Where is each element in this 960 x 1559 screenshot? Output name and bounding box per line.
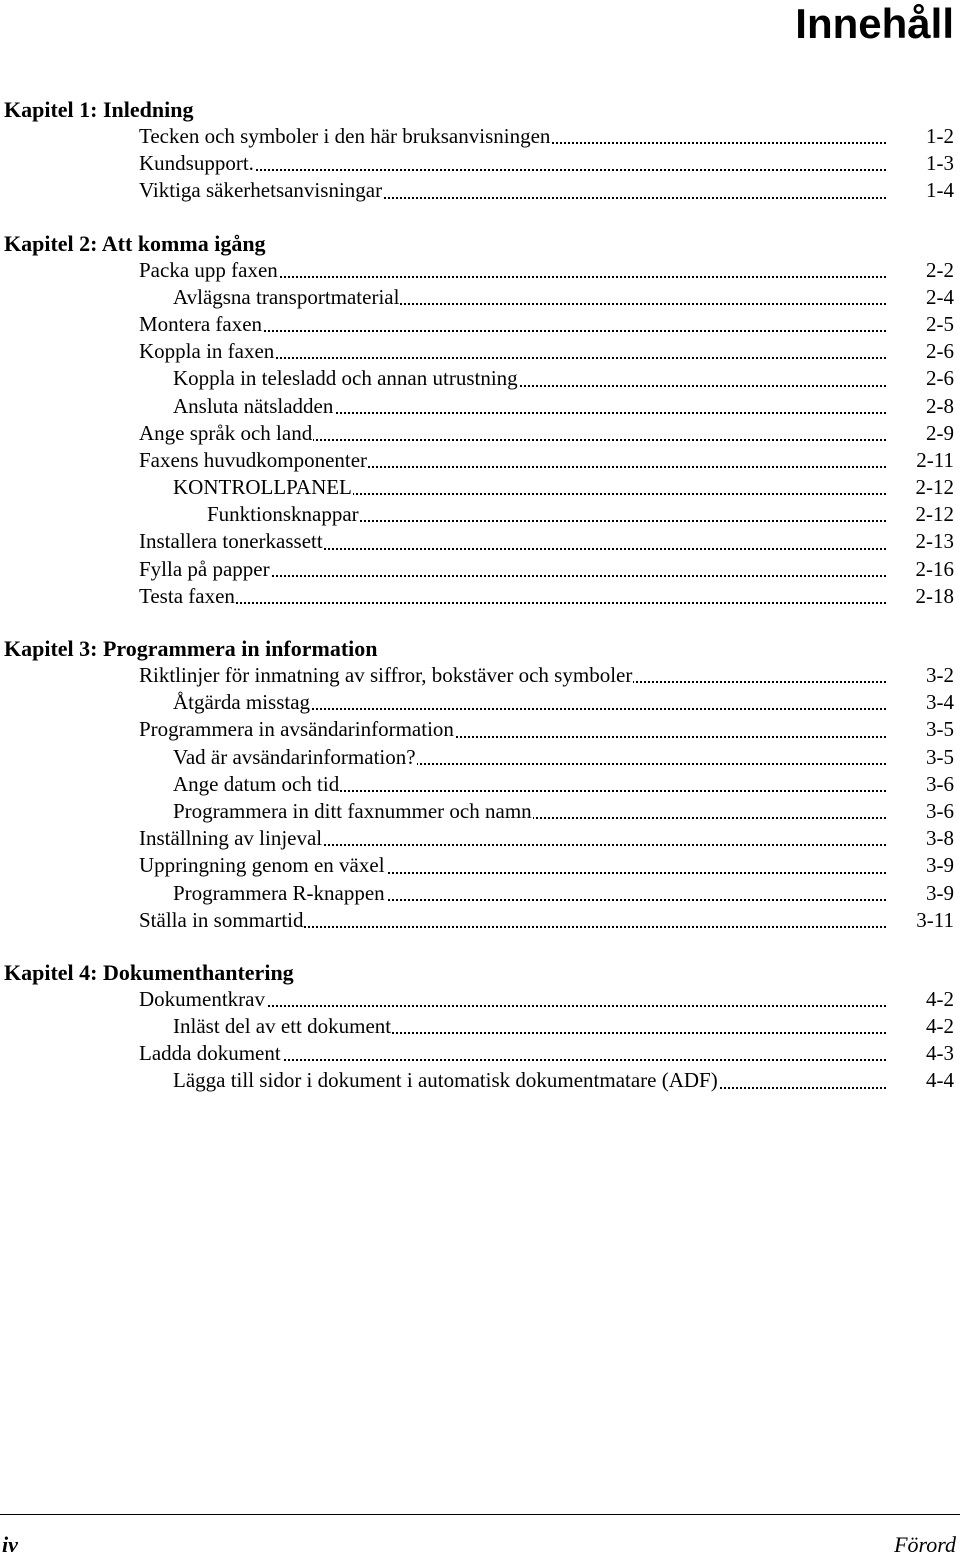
toc-entry-text: Programmera in ditt faxnummer och namn [173, 798, 532, 823]
toc-entry[interactable] [4, 583, 958, 610]
toc-entry-label [139, 420, 886, 447]
toc-entry-text: Inställning av linjeval [139, 826, 323, 851]
toc-entry-text: Tecken och symboler i den här bruksanvisningen [139, 124, 551, 148]
toc-entry-text: Fylla på papper [139, 556, 270, 581]
toc-entry[interactable] [4, 798, 958, 825]
toc-entry-label [173, 1013, 886, 1040]
toc-entry[interactable] [4, 528, 958, 555]
toc-entry[interactable] [4, 852, 958, 879]
page-title: Innehåll [795, 0, 954, 47]
toc-entry-page-number: 3-8 [926, 826, 954, 851]
toc-entry-page-number: 3-11 [916, 907, 954, 932]
toc-entry-page-number: 3-9 [926, 853, 954, 878]
toc-entry-label [139, 986, 886, 1013]
toc-entry-page-number: 3-2 [926, 663, 954, 687]
toc-entry-page-number: 2-12 [915, 475, 954, 500]
chapter-heading[interactable]: Kapitel 1: Inledning [4, 97, 194, 122]
toc-entry-text: Avlägsna transportmaterial [173, 284, 400, 309]
toc-entry[interactable] [4, 311, 958, 338]
toc-entry-text: Viktiga säkerhetsanvisningar [139, 178, 383, 203]
toc-entry[interactable] [4, 771, 958, 798]
toc-entry-text: Packa upp faxen [139, 257, 278, 282]
toc-entry[interactable] [4, 744, 958, 771]
toc-entry-label [139, 556, 886, 583]
toc-entry-text: Dokumentkrav [139, 986, 265, 1011]
toc-entry-page-number: 2-16 [915, 556, 954, 581]
toc-entry[interactable] [4, 474, 958, 501]
toc-entry[interactable] [4, 123, 958, 150]
toc-entry[interactable] [4, 986, 958, 1013]
toc-entry-text: Vad är avsändarinformation? [173, 744, 416, 769]
toc-entry-text: Koppla in telesladd och annan utrustning [173, 366, 518, 391]
toc-entry-text: Montera faxen [139, 311, 263, 336]
toc-entry-text: Koppla in faxen [139, 339, 275, 364]
toc-entry[interactable] [4, 1067, 958, 1094]
toc-entry-page-number: 2-9 [926, 420, 954, 445]
toc-entry[interactable] [4, 907, 958, 934]
toc-entry-text: Riktlinjer för inmatning av siffror, bokstäver och symboler [139, 663, 633, 687]
toc-entry-text: Programmera R-knappen [173, 880, 385, 905]
toc-entry[interactable] [4, 257, 958, 284]
toc-entry-label [139, 177, 886, 204]
toc-entry-label [173, 689, 886, 716]
toc-entry-label [173, 771, 886, 798]
toc-entry-page-number: 4-2 [926, 1014, 954, 1039]
toc-entry-text: Installera tonerkassett [139, 529, 323, 554]
toc-entry-label [139, 852, 886, 879]
toc-entry-page-number: 3-5 [926, 744, 954, 769]
toc-entry-page-number: 2-6 [926, 339, 954, 364]
toc-entry[interactable] [4, 662, 958, 689]
toc-entry-page-number: 3-4 [926, 690, 954, 715]
toc-entry-page-number: 2-6 [926, 366, 954, 391]
toc-entry-text: Ladda dokument [139, 1041, 281, 1066]
chapter-heading[interactable]: Kapitel 3: Programmera in information [4, 636, 378, 661]
footer-section-name: Förord [894, 1532, 956, 1557]
chapter-spacer [4, 205, 958, 230]
toc-entry-label [139, 1040, 886, 1067]
toc-entry-label [173, 393, 886, 420]
toc-entry[interactable] [4, 556, 958, 583]
toc-entry-label [173, 365, 886, 392]
chapter-spacer [4, 610, 958, 635]
toc-entry-text: Funktionsknappar [207, 502, 359, 527]
toc-entry-page-number: 2-18 [915, 583, 954, 608]
toc-entry-page-number: 1-2 [926, 124, 954, 148]
toc-entry-page-number: 2-4 [926, 284, 954, 309]
toc-entry-page-number: 3-6 [926, 771, 954, 796]
toc-entry-page-number: 2-5 [926, 311, 954, 336]
toc-entry[interactable] [4, 825, 958, 852]
chapter-heading[interactable]: Kapitel 2: Att komma igång [4, 230, 266, 256]
chapter-heading[interactable]: Kapitel 4: Dokumenthantering [4, 959, 294, 985]
toc-entry[interactable] [4, 501, 958, 528]
toc-entry-label [139, 150, 886, 177]
toc-entry-text: Inläst del av ett dokument [173, 1014, 392, 1039]
toc-entry-label [139, 907, 886, 934]
chapter-spacer [4, 934, 958, 959]
toc-entry[interactable] [4, 284, 958, 311]
toc-entry[interactable] [4, 420, 958, 447]
toc-entry-label [139, 257, 886, 284]
toc-entry-label [139, 528, 886, 555]
footer-page-number: iv [2, 1532, 18, 1557]
toc-entry-label [139, 825, 886, 852]
toc-entry[interactable] [4, 447, 958, 474]
toc-entry-page-number: 2-8 [926, 393, 954, 418]
toc-entry[interactable] [4, 1013, 958, 1040]
toc-entry-label [139, 583, 886, 610]
toc-entry-label [139, 311, 886, 338]
dot-leader [139, 602, 886, 604]
toc-entry-page-number: 4-4 [926, 1068, 954, 1093]
toc-entry-page-number: 4-2 [926, 986, 954, 1011]
toc-entry-page-number: 4-3 [926, 1041, 954, 1066]
toc-entry-text: Ansluta nätsladden [173, 393, 334, 418]
toc-entry-label [207, 501, 886, 528]
toc-entry[interactable] [4, 1040, 958, 1067]
toc-entry[interactable] [4, 338, 958, 365]
toc-entry[interactable] [4, 716, 958, 743]
toc-entry-label [173, 880, 886, 907]
toc-entry-text: Kundsupport. [139, 151, 254, 176]
toc-entry[interactable] [4, 689, 958, 716]
toc-entry-text: Uppringning genom en växel [139, 853, 385, 878]
toc-entry-page-number: 3-6 [926, 798, 954, 823]
toc-entry[interactable] [4, 150, 958, 177]
toc-entry-page-number: 3-9 [926, 880, 954, 905]
toc-entry[interactable] [4, 177, 958, 204]
toc-entry-page-number: 2-12 [915, 502, 954, 527]
footer-rule [0, 1514, 960, 1515]
toc-entry-label [173, 798, 886, 825]
toc-entry-label [173, 744, 886, 771]
toc-entry-text: KONTROLLPANEL [173, 475, 352, 500]
toc-entry[interactable] [4, 393, 958, 420]
toc-entry-page-number: 2-11 [916, 447, 954, 472]
toc-entry-label [139, 338, 886, 365]
toc-entry-label [139, 123, 886, 150]
toc-entry[interactable] [4, 880, 958, 907]
toc-entry-text: Ställa in sommartid [139, 907, 304, 932]
toc-entry-page-number: 3-5 [926, 717, 954, 742]
toc-entry-label [173, 1067, 886, 1094]
table-of-contents [4, 96, 958, 1095]
toc-entry-text: Lägga till sidor i dokument i automatisk dokumentmatare (ADF) [173, 1068, 718, 1093]
toc-entry-label [173, 474, 886, 501]
toc-entry-label [139, 662, 886, 689]
toc-entry-text: Ange språk och land [139, 420, 313, 445]
toc-entry-page-number: 2-13 [915, 529, 954, 554]
toc-entry-label [173, 284, 886, 311]
toc-entry-text: Testa faxen [139, 583, 235, 608]
toc-entry-text: Åtgärda misstag [173, 690, 311, 715]
toc-entry-page-number: 2-2 [926, 257, 954, 282]
toc-entry-page-number: 1-3 [926, 151, 954, 176]
toc-entry-text: Faxens huvudkomponenter [139, 447, 368, 472]
toc-entry-text: Programmera in avsändarinformation [139, 717, 454, 742]
toc-entry-label [139, 447, 886, 474]
toc-entry-label [139, 716, 886, 743]
toc-entry-page-number: 1-4 [926, 178, 954, 203]
toc-entry[interactable] [4, 365, 958, 392]
toc-entry-text: Ange datum och tid [173, 771, 340, 796]
